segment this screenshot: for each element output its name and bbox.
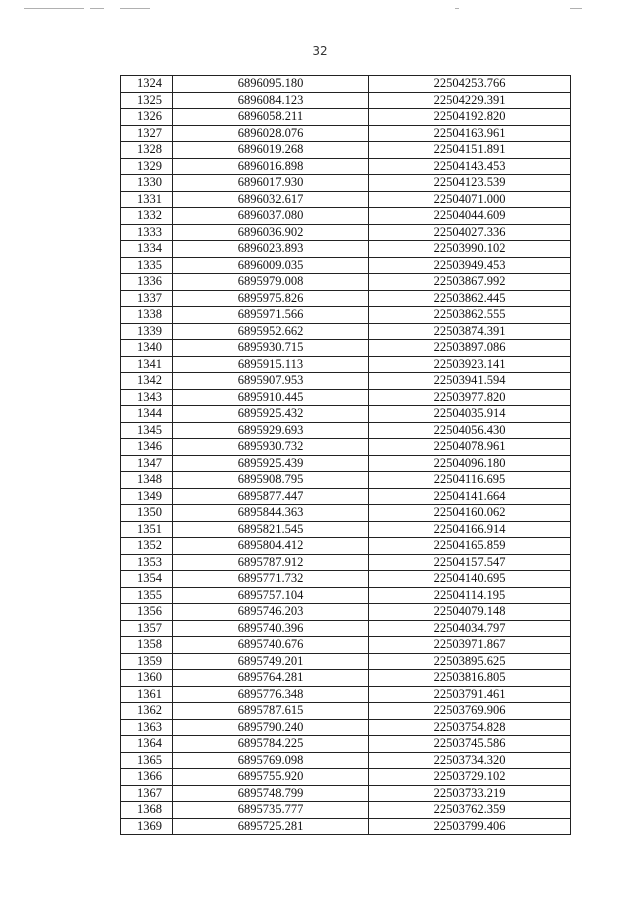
y-coordinate-cell: 22504056.430	[369, 422, 571, 439]
table-row	[121, 422, 571, 439]
y-coordinate-cell: 22504143.453	[369, 158, 571, 175]
x-coordinate-cell: 6895925.432	[173, 406, 369, 423]
point-number-cell: 1351	[121, 521, 173, 538]
table-row	[121, 752, 571, 769]
y-coordinate-cell: 22503949.453	[369, 257, 571, 274]
y-coordinate-cell: 22503862.445	[369, 290, 571, 307]
x-coordinate-cell: 6895725.281	[173, 818, 369, 835]
point-number-cell: 1340	[121, 340, 173, 357]
table-row	[121, 538, 571, 555]
y-coordinate-cell: 22503769.906	[369, 703, 571, 720]
point-number-cell: 1352	[121, 538, 173, 555]
y-coordinate-cell: 22503754.828	[369, 719, 571, 736]
x-coordinate-cell: 6896095.180	[173, 76, 369, 93]
table-row	[121, 356, 571, 373]
point-number-cell: 1366	[121, 769, 173, 786]
x-coordinate-cell: 6895925.439	[173, 455, 369, 472]
x-coordinate-cell: 6895746.203	[173, 604, 369, 621]
point-number-cell: 1334	[121, 241, 173, 258]
x-coordinate-cell: 6895757.104	[173, 587, 369, 604]
point-number-cell: 1358	[121, 637, 173, 654]
table-row	[121, 142, 571, 159]
table-row	[121, 736, 571, 753]
y-coordinate-cell: 22504079.148	[369, 604, 571, 621]
y-coordinate-cell: 22504044.609	[369, 208, 571, 225]
x-coordinate-cell: 6895804.412	[173, 538, 369, 555]
point-number-cell: 1353	[121, 554, 173, 571]
point-number-cell: 1324	[121, 76, 173, 93]
table-row	[121, 521, 571, 538]
point-number-cell: 1345	[121, 422, 173, 439]
table-row	[121, 637, 571, 654]
point-number-cell: 1357	[121, 620, 173, 637]
table-row	[121, 802, 571, 819]
point-number-cell: 1369	[121, 818, 173, 835]
point-number-cell: 1339	[121, 323, 173, 340]
x-coordinate-cell: 6896037.080	[173, 208, 369, 225]
table-row	[121, 818, 571, 835]
y-coordinate-cell: 22504140.695	[369, 571, 571, 588]
y-coordinate-cell: 22504192.820	[369, 109, 571, 126]
point-number-cell: 1350	[121, 505, 173, 522]
y-coordinate-cell: 22503734.320	[369, 752, 571, 769]
y-coordinate-cell: 22503977.820	[369, 389, 571, 406]
table-row	[121, 274, 571, 291]
x-coordinate-cell: 6895821.545	[173, 521, 369, 538]
y-coordinate-cell: 22503762.359	[369, 802, 571, 819]
point-number-cell: 1338	[121, 307, 173, 324]
x-coordinate-cell: 6895930.732	[173, 439, 369, 456]
y-coordinate-cell: 22504151.891	[369, 142, 571, 159]
table-row	[121, 455, 571, 472]
point-number-cell: 1342	[121, 373, 173, 390]
x-coordinate-cell: 6896017.930	[173, 175, 369, 192]
x-coordinate-cell: 6896036.902	[173, 224, 369, 241]
x-coordinate-cell: 6895915.113	[173, 356, 369, 373]
x-coordinate-cell: 6895877.447	[173, 488, 369, 505]
x-coordinate-cell: 6895749.201	[173, 653, 369, 670]
point-number-cell: 1354	[121, 571, 173, 588]
y-coordinate-cell: 22503990.102	[369, 241, 571, 258]
table-row	[121, 224, 571, 241]
table-row	[121, 406, 571, 423]
table-row	[121, 505, 571, 522]
x-coordinate-cell: 6895790.240	[173, 719, 369, 736]
table-row	[121, 109, 571, 126]
y-coordinate-cell: 22504163.961	[369, 125, 571, 142]
y-coordinate-cell: 22504035.914	[369, 406, 571, 423]
table-row	[121, 785, 571, 802]
table-row	[121, 92, 571, 109]
table-row	[121, 703, 571, 720]
y-coordinate-cell: 22504078.961	[369, 439, 571, 456]
table-row	[121, 488, 571, 505]
table-row	[121, 670, 571, 687]
point-number-cell: 1363	[121, 719, 173, 736]
y-coordinate-cell: 22503867.992	[369, 274, 571, 291]
point-number-cell: 1341	[121, 356, 173, 373]
table-row	[121, 389, 571, 406]
point-number-cell: 1333	[121, 224, 173, 241]
y-coordinate-cell: 22503791.461	[369, 686, 571, 703]
table-row	[121, 653, 571, 670]
point-number-cell: 1329	[121, 158, 173, 175]
point-number-cell: 1365	[121, 752, 173, 769]
y-coordinate-cell: 22504114.195	[369, 587, 571, 604]
point-number-cell: 1336	[121, 274, 173, 291]
y-coordinate-cell: 22503895.625	[369, 653, 571, 670]
x-coordinate-cell: 6895844.363	[173, 505, 369, 522]
table-row	[121, 158, 571, 175]
table-row	[121, 472, 571, 489]
x-coordinate-cell: 6895975.826	[173, 290, 369, 307]
x-coordinate-cell: 6896028.076	[173, 125, 369, 142]
point-number-cell: 1330	[121, 175, 173, 192]
x-coordinate-cell: 6895769.098	[173, 752, 369, 769]
x-coordinate-cell: 6895930.715	[173, 340, 369, 357]
x-coordinate-cell: 6895748.799	[173, 785, 369, 802]
table-row	[121, 571, 571, 588]
point-number-cell: 1349	[121, 488, 173, 505]
table-row	[121, 257, 571, 274]
x-coordinate-cell: 6895771.732	[173, 571, 369, 588]
x-coordinate-cell: 6895784.225	[173, 736, 369, 753]
point-number-cell: 1347	[121, 455, 173, 472]
point-number-cell: 1346	[121, 439, 173, 456]
point-number-cell: 1331	[121, 191, 173, 208]
point-number-cell: 1359	[121, 653, 173, 670]
point-number-cell: 1328	[121, 142, 173, 159]
table-row	[121, 307, 571, 324]
y-coordinate-cell: 22504096.180	[369, 455, 571, 472]
y-coordinate-cell: 22504071.000	[369, 191, 571, 208]
table-row	[121, 241, 571, 258]
x-coordinate-cell: 6896019.268	[173, 142, 369, 159]
point-number-cell: 1337	[121, 290, 173, 307]
point-number-cell: 1344	[121, 406, 173, 423]
point-number-cell: 1335	[121, 257, 173, 274]
table-row	[121, 290, 571, 307]
x-coordinate-cell: 6895910.445	[173, 389, 369, 406]
y-coordinate-cell: 22504160.062	[369, 505, 571, 522]
table-row	[121, 340, 571, 357]
x-coordinate-cell: 6896009.035	[173, 257, 369, 274]
y-coordinate-cell: 22504034.797	[369, 620, 571, 637]
x-coordinate-cell: 6895764.281	[173, 670, 369, 687]
y-coordinate-cell: 22503874.391	[369, 323, 571, 340]
x-coordinate-cell: 6895787.615	[173, 703, 369, 720]
table-row	[121, 76, 571, 93]
y-coordinate-cell: 22503729.102	[369, 769, 571, 786]
x-coordinate-cell: 6895755.920	[173, 769, 369, 786]
point-number-cell: 1326	[121, 109, 173, 126]
y-coordinate-cell: 22504116.695	[369, 472, 571, 489]
x-coordinate-cell: 6895908.795	[173, 472, 369, 489]
point-number-cell: 1355	[121, 587, 173, 604]
coordinates-table	[120, 75, 571, 835]
point-number-cell: 1368	[121, 802, 173, 819]
point-number-cell: 1327	[121, 125, 173, 142]
y-coordinate-cell: 22503745.586	[369, 736, 571, 753]
y-coordinate-cell: 22503816.805	[369, 670, 571, 687]
x-coordinate-cell: 6896016.898	[173, 158, 369, 175]
point-number-cell: 1361	[121, 686, 173, 703]
table-row	[121, 208, 571, 225]
point-number-cell: 1348	[121, 472, 173, 489]
y-coordinate-cell: 22503799.406	[369, 818, 571, 835]
x-coordinate-cell: 6895952.662	[173, 323, 369, 340]
x-coordinate-cell: 6896023.893	[173, 241, 369, 258]
x-coordinate-cell: 6895907.953	[173, 373, 369, 390]
point-number-cell: 1362	[121, 703, 173, 720]
y-coordinate-cell: 22504166.914	[369, 521, 571, 538]
table-row	[121, 439, 571, 456]
y-coordinate-cell: 22504141.664	[369, 488, 571, 505]
x-coordinate-cell: 6896032.617	[173, 191, 369, 208]
y-coordinate-cell: 22504253.766	[369, 76, 571, 93]
table-row	[121, 175, 571, 192]
y-coordinate-cell: 22503862.555	[369, 307, 571, 324]
y-coordinate-cell: 22503733.219	[369, 785, 571, 802]
table-row	[121, 554, 571, 571]
coordinates-table-body	[121, 76, 571, 835]
point-number-cell: 1332	[121, 208, 173, 225]
x-coordinate-cell: 6896058.211	[173, 109, 369, 126]
table-row	[121, 587, 571, 604]
y-coordinate-cell: 22504229.391	[369, 92, 571, 109]
x-coordinate-cell: 6896084.123	[173, 92, 369, 109]
x-coordinate-cell: 6895740.676	[173, 637, 369, 654]
scan-artifact-marks	[0, 8, 640, 12]
x-coordinate-cell: 6895971.566	[173, 307, 369, 324]
table-row	[121, 620, 571, 637]
point-number-cell: 1360	[121, 670, 173, 687]
table-row	[121, 373, 571, 390]
point-number-cell: 1356	[121, 604, 173, 621]
table-row	[121, 604, 571, 621]
table-row	[121, 323, 571, 340]
table-row	[121, 125, 571, 142]
y-coordinate-cell: 22503897.086	[369, 340, 571, 357]
point-number-cell: 1343	[121, 389, 173, 406]
point-number-cell: 1325	[121, 92, 173, 109]
table-row	[121, 686, 571, 703]
x-coordinate-cell: 6895929.693	[173, 422, 369, 439]
table-row	[121, 191, 571, 208]
y-coordinate-cell: 22504157.547	[369, 554, 571, 571]
point-number-cell: 1367	[121, 785, 173, 802]
y-coordinate-cell: 22504123.539	[369, 175, 571, 192]
table-row	[121, 769, 571, 786]
x-coordinate-cell: 6895776.348	[173, 686, 369, 703]
y-coordinate-cell: 22503971.867	[369, 637, 571, 654]
y-coordinate-cell: 22503941.594	[369, 373, 571, 390]
x-coordinate-cell: 6895735.777	[173, 802, 369, 819]
y-coordinate-cell: 22504027.336	[369, 224, 571, 241]
y-coordinate-cell: 22504165.859	[369, 538, 571, 555]
table-row	[121, 719, 571, 736]
x-coordinate-cell: 6895740.396	[173, 620, 369, 637]
x-coordinate-cell: 6895979.008	[173, 274, 369, 291]
point-number-cell: 1364	[121, 736, 173, 753]
x-coordinate-cell: 6895787.912	[173, 554, 369, 571]
y-coordinate-cell: 22503923.141	[369, 356, 571, 373]
page-number: 32	[312, 44, 328, 58]
